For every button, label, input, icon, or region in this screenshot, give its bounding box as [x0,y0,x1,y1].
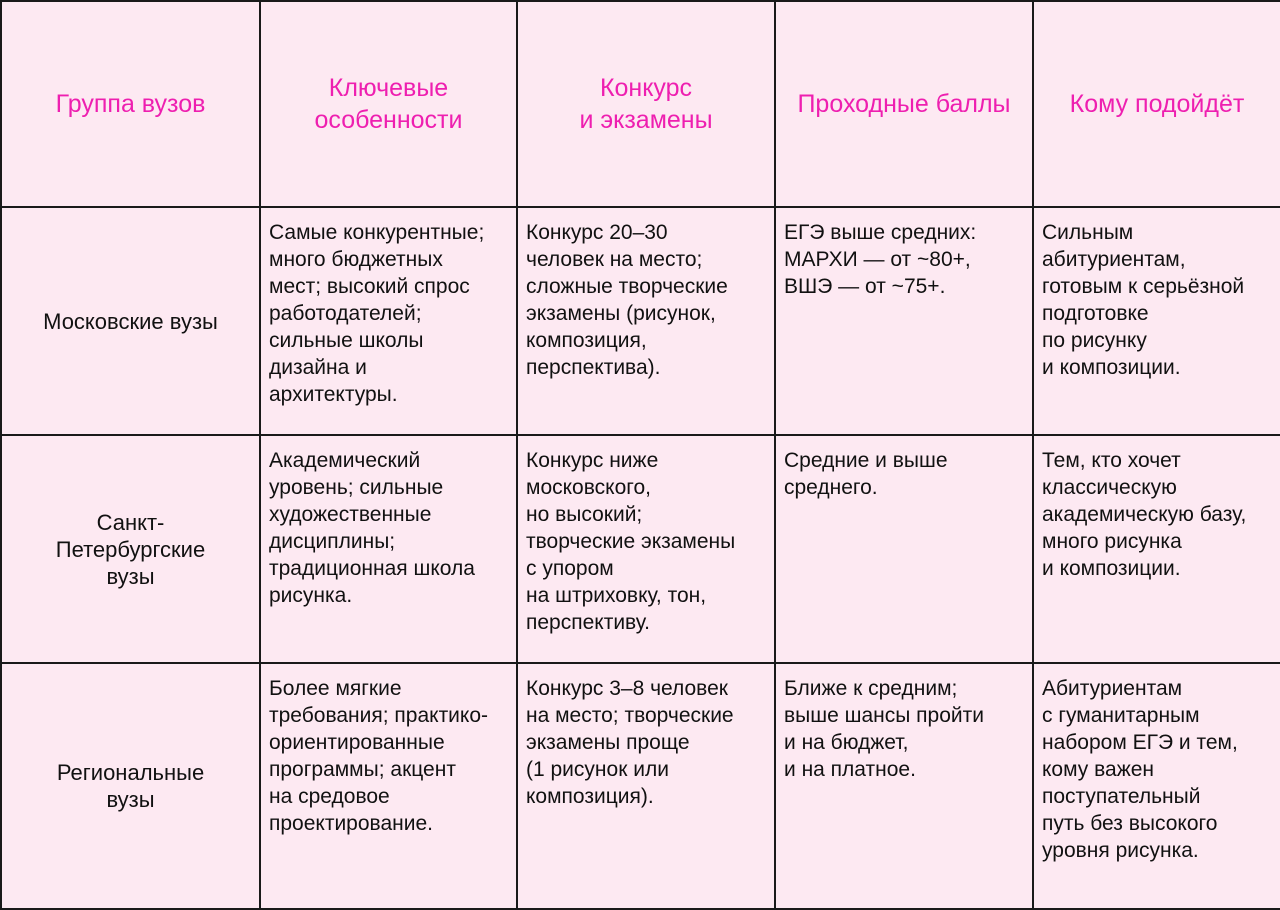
fit-text: Сильным абитуриентам, готовым к серьёзной подготовке по рисунку и композиции. [1042,221,1245,379]
group-label: Санкт- Петербургские вузы [55,509,206,589]
group-cell [1,207,260,435]
scores-cell [775,207,1033,435]
header-cell-fit [1033,1,1280,207]
group-label: Московские вузы [43,308,218,334]
contest-cell [517,435,775,663]
contest-text: Конкурс ниже московского, но высокий; творческие экзамены с упором на штриховку, тон, перспективу. [526,449,736,634]
group-label: Региональные вузы [56,760,205,812]
header-cell-scores [775,1,1033,207]
header-cell-group [1,1,260,207]
scores-text: Ближе к средним; выше шансы пройти и на бюджет, и на платное. [784,677,984,781]
scores-text: Средние и выше среднего. [784,449,948,499]
scores-cell [775,435,1033,663]
header-fit-label: Кому подойдёт [1069,90,1245,118]
features-text: Самые конкурентные; много бюджетных мест; высокий спрос работодателей; сильные школы дизайна и архитектуры. [269,221,485,406]
fit-cell [1033,207,1280,435]
header-features-label: Ключевые особенности [314,74,463,134]
contest-text: Конкурс 3–8 человек на место; творческие экзамены проще (1 рисунок или композиция). [526,677,734,808]
header-scores-label: Проходные баллы [797,90,1011,118]
fit-text: Тем, кто хочет классическую академическую базу, много рисунка и композиции. [1042,449,1247,580]
header-contest-label: Конкурс и экзамены [579,74,713,134]
header-group-label: Группа вузов [55,90,206,118]
features-cell [260,207,517,435]
fit-cell [1033,435,1280,663]
header-cell-features [260,1,517,207]
scores-cell [775,663,1033,909]
table-row-spb [1,435,1280,663]
table-row-moscow [1,207,1280,435]
header-cell-contest [517,1,775,207]
features-text: Более мягкие требования; практико- ориентированные программы; акцент на средовое проектирование. [269,677,489,835]
fit-cell [1033,663,1280,909]
contest-cell [517,663,775,909]
features-cell [260,435,517,663]
features-cell [260,663,517,909]
group-cell [1,435,260,663]
features-text: Академический уровень; сильные художественные дисциплины; традиционная школа рисунка. [269,449,475,607]
fit-text: Абитуриентам с гуманитарным набором ЕГЭ и тем, кому важен поступательный путь без высокого уровня рисунка. [1042,677,1238,862]
table-row-regional [1,663,1280,909]
contest-cell [517,207,775,435]
contest-text: Конкурс 20–30 человек на место; сложные творческие экзамены (рисунок, композиция, перспектива). [526,221,728,379]
group-cell [1,663,260,909]
table-header-row [1,1,1280,207]
scores-text: ЕГЭ выше средних: МАРХИ — от ~80+, ВШЭ — от ~75+. [784,221,977,298]
